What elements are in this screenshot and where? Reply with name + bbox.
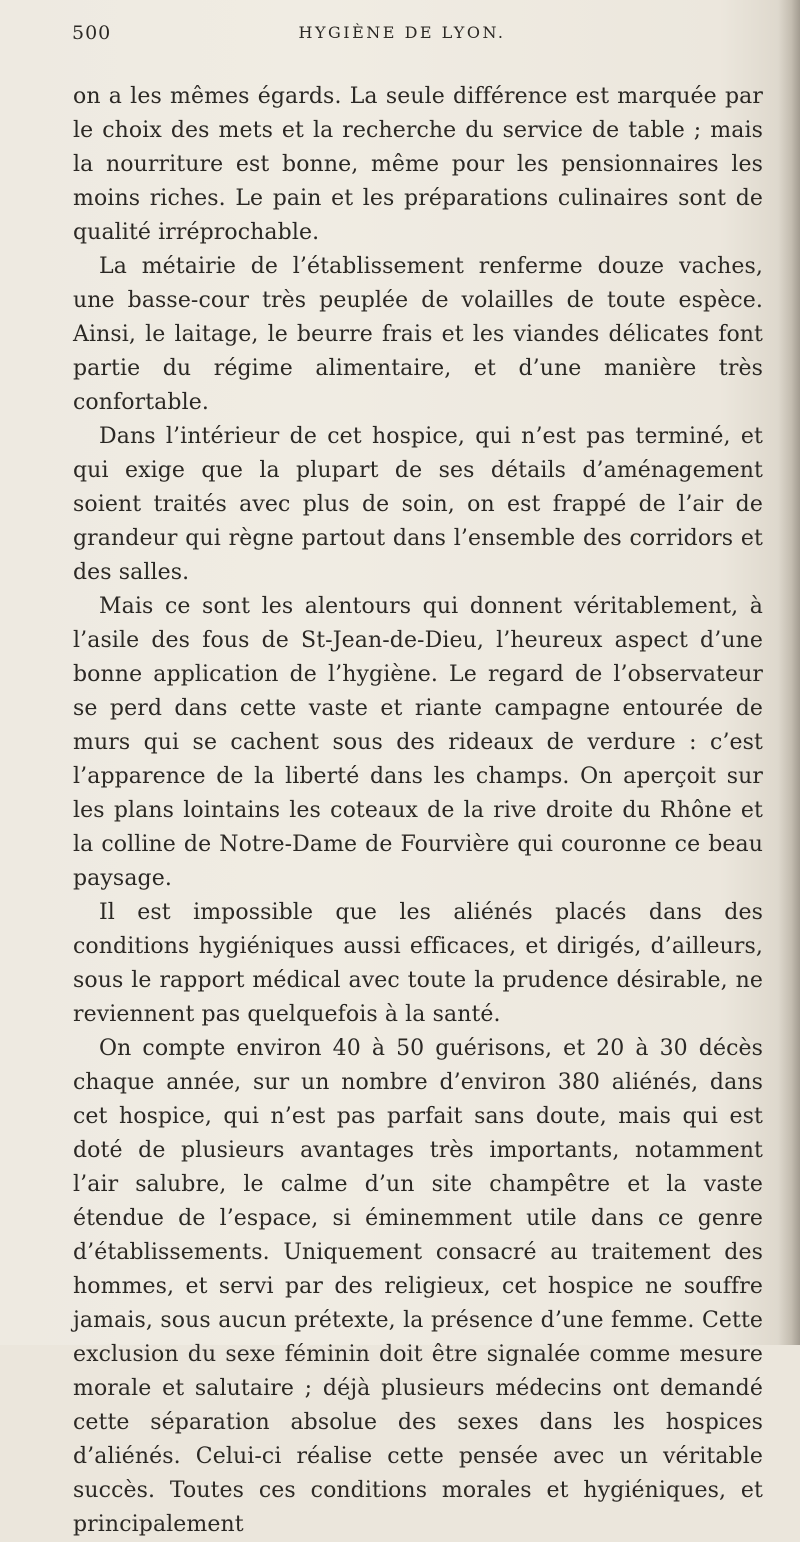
paragraph-health: Il est impossible que les aliénés placés dans des conditions hygiéniques aussi efficaces, et dirigés, d’ailleurs, sous le rapport médical avec toute la prudence désirable, ne reviennent pas quelquefois à la santé. <box>73 900 763 1027</box>
paragraph-interior: Dans l’intérieur de cet hospice, qui n’est pas terminé, et qui exige que la plupart de ses détails d’aménagement soient traités avec plus de soin, on est frappé de l’air de grandeur qui règne partout dans l’ensemble des corridors et des salles. <box>73 424 763 585</box>
paragraph-farm: La métairie de l’établissement renferme douze vaches, une basse-cour très peuplée de volailles de toute espèce. Ainsi, le laitage, le beurre frais et les viandes délicates font partie du régime alimentaire, et d’une manière très confortable. <box>73 254 763 415</box>
running-title: HYGIÈNE DE LYON. <box>298 23 506 42</box>
paragraph-surroundings: Mais ce sont les alentours qui donnent véritablement, à l’asile des fous de St-Jean-de-Dieu, l’heureux aspect d’une bonne application de l’hygiène. Le regard de l’observateur se perd dans cette vaste et riante campagne entourée de murs qui se cachent sous des rideaux de verdure : c’est l’apparence de la liberté dans les champs. On aperçoit sur les plans lointains les coteaux de la rive droite du Rhône et la colline de Notre-Dame de Fourvière qui couronne ce beau paysage. <box>73 594 763 891</box>
page-header <box>72 22 732 56</box>
page-edge-shadow <box>778 0 800 1345</box>
paragraph-meals: on a les mêmes égards. La seule différence est marquée par le choix des mets et la recherche du service de table ; mais la nourriture est bonne, même pour les pensionnaires les moins riches. Le pain et les préparations culinaires sont de qualité irréprochable. <box>73 84 763 245</box>
body-text <box>73 80 763 1542</box>
paragraph-statistics: On compte environ 40 à 50 guérisons, et 20 à 30 décès chaque année, sur un nombre d’environ 380 aliénés, dans cet hospice, qui n’est pas parfait sans doute, mais qui est doté de plusieurs avantages très importants, notamment l’air salubre, le calme d’un site champêtre et la vaste étendue de l’espace, si éminemment utile dans ce genre d’établissements. Uniquement consacré au traitement des hommes, et servi par des religieux, cet hospice ne souffre jamais, sous aucun prétexte, la présence d’une femme. Cette exclusion du sexe féminin doit être signalée comme mesure morale et salutaire ; déjà plusieurs médecins ont demandé cette séparation absolue des sexes dans les hospices d’aliénés. Celui-ci réalise cette pensée avec un véritable succès. Toutes ces conditions morales et hygiéniques, et principalement <box>73 1036 763 1537</box>
page-number: 500 <box>72 22 112 44</box>
